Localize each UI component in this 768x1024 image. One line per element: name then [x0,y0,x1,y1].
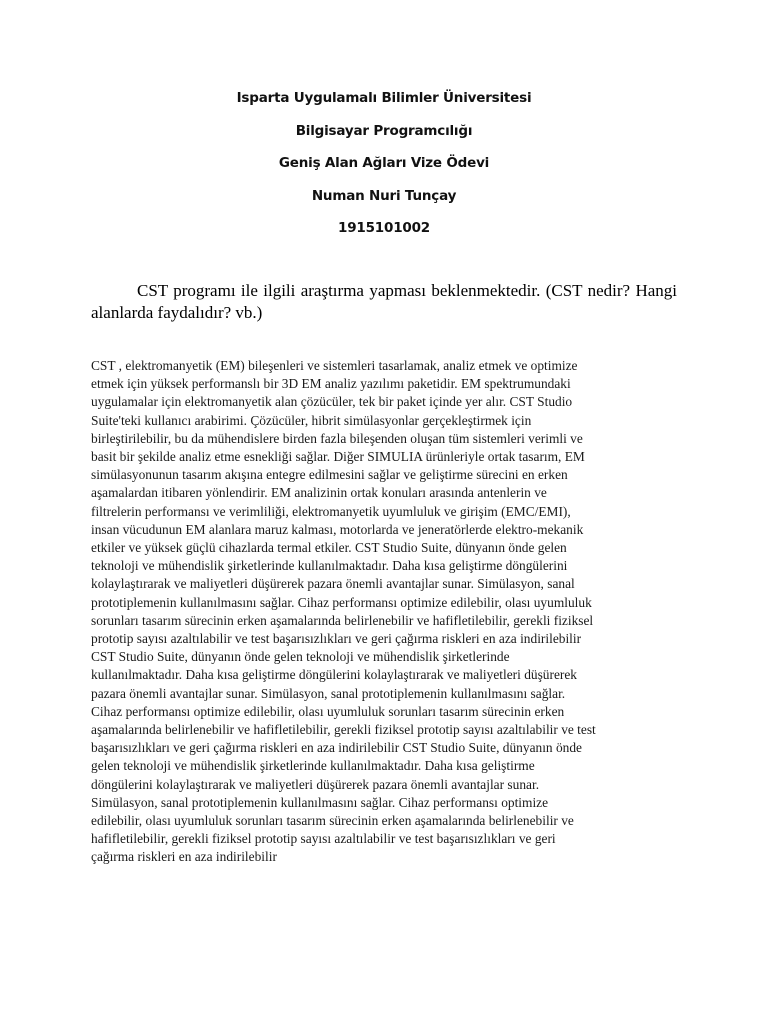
student-number: 1915101002 [338,220,430,236]
assignment-title: Geniş Alan Ağları Vize Ödevi [278,155,490,171]
title-block [0,86,768,249]
university-name: Isparta Uygulamalı Bilimler Üniversitesi [236,90,532,106]
department-name: Bilgisayar Programcılığı [295,122,473,139]
assignment-question: CST programı ile ilgili araştırma yapması beklenmektedir. (CST nedir? Hangi alanlarda faydalıdır? vb.) [91,281,677,322]
body-paragraph: CST , elektromanyetik (EM) bileşenleri ve sistemleri tasarlamak, analiz etmek ve optimize etmek için yüksek performanslı bir 3D EM analiz yazılımı paketidir. EM spektrumundaki uygulamalar için elektromanyetik alan çözücüler, tek bir paket içinde yer alır. CST Studio Suite'teki kullanıcı arabirimi. Çözücüler, hibrit simülasyonlar gerçekleştirmek için birleştirilebilir, bu da mühendislere birden fazla bileşenden oluşan tüm sistemleri verimli ve basit bir şekilde analiz etme esnekliği sağlar. Diğer SIMULIA ürünleriyle ortak tasarım, EM simülasyonunun tasarım akışına entegre edilmesini sağlar ve geliştirme sürecini en erken aşamalardan itibaren yönlendirir. EM analizinin ortak konuları arasında antenlerin ve filtrelerin performansı ve verimliliği, elektromanyetik uyumluluk ve girişim (EMC/EMI), insan vücudunun EM alanlara maruz kalması, motorlarda ve jeneratörlerde elektro-mekanik etkiler ve yüksek güçlü cihazlarda termal etkiler. CST Studio Suite, dünyanın önde gelen teknoloji ve mühendislik şirketlerinde kullanılmaktadır. Daha kısa geliştirme döngülerini kolaylaştırarak ve maliyetleri düşürerek pazara önemli avantajlar sunar. Simülasyon, sanal prototiplemenin kullanılmasını sağlar. Cihaz performansı optimize edilebilir, olası uyumluluk sorunları tasarım sürecinin erken aşamalarında belirlenebilir ve hafifletilebilir, gerekli fiziksel prototip sayısı azaltılabilir ve test başarısızlıkları ve geri çağırma riskleri en aza indirilebilir CST Studio Suite, dünyanın önde gelen teknoloji ve mühendislik şirketlerinde kullanılmaktadır. Daha kısa geliştirme döngülerini kolaylaştırarak ve maliyetleri düşürerek pazara önemli avantajlar sunar. Simülasyon, sanal prototiplemenin kullanılmasını sağlar. Cihaz performansı optimize edilebilir, olası uyumluluk sorunları tasarım sürecinin erken aşamalarında belirlenebilir ve hafifletilebilir, gerekli fiziksel prototip sayısı azaltılabilir ve test başarısızlıkları ve geri çağırma riskleri en aza indirilebilir CST Studio Suite, dünyanın önde gelen teknoloji ve mühendislik şirketlerinde kullanılmaktadır. Daha kısa geliştirme döngülerini kolaylaştırarak ve maliyetleri düşürerek pazara önemli avantajlar sunar. Simülasyon, sanal prototiplemenin kullanılmasını sağlar. Cihaz performansı optimize edilebilir, olası uyumluluk sorunları tasarım sürecinin erken aşamalarında belirlenebilir ve hafifletilebilir, gerekli fiziksel prototip sayısı azaltılabilir ve test başarısızlıkları ve geri çağırma riskleri en aza indirilebilir [91,358,596,865]
student-name: Numan Nuri Tunçay [311,187,457,204]
